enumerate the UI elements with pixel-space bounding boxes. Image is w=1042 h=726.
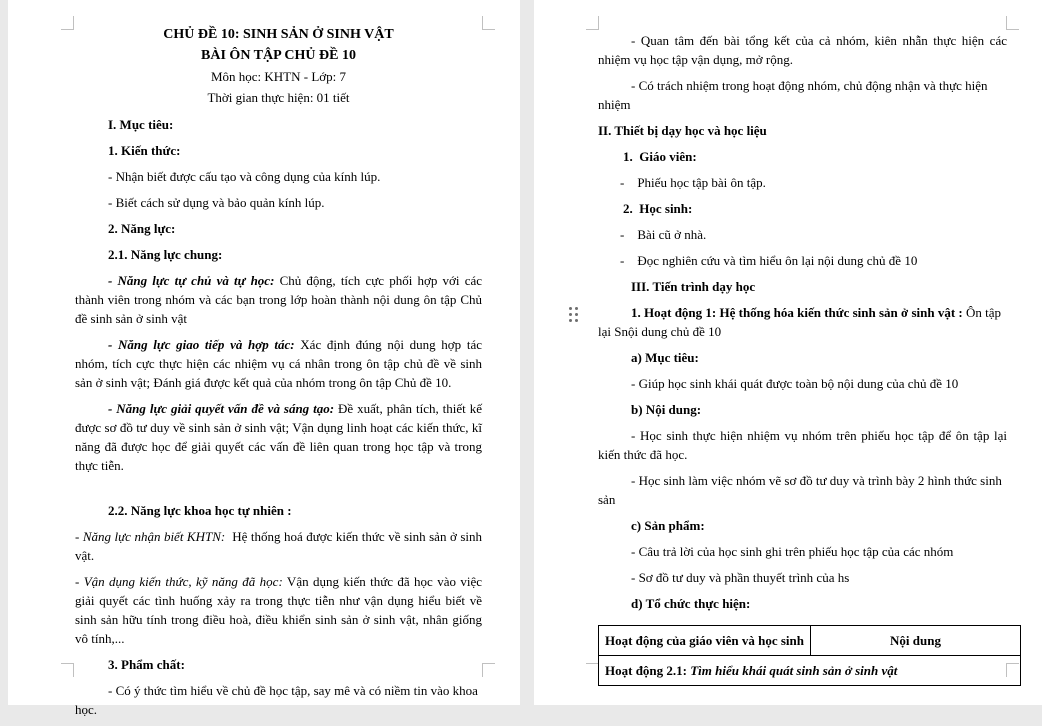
paragraph-giai-quyet-van-de bbox=[75, 399, 482, 475]
paragraph-giao-tiep-hop-tac bbox=[75, 335, 482, 392]
doc-title-line1: CHỦ ĐỀ 10: SINH SẢN Ở SINH VẬT bbox=[163, 27, 394, 42]
margin-corner-mark bbox=[482, 16, 495, 30]
margin-corner-mark bbox=[482, 663, 495, 677]
paragraph-tu-chu-tu-hoc bbox=[75, 271, 482, 328]
heading-giao-vien: 1. Giáo viên: bbox=[623, 149, 697, 164]
heading-kien-thuc: 1. Kiến thức: bbox=[108, 143, 181, 158]
paragraph-hoc-sinh-thuc-hien: - Học sinh thực hiện nhiệm vụ nhóm trên phiếu học tập để ôn tập lại kiến thức đã học. bbox=[598, 428, 1007, 462]
paragraph-body: Xác định đúng nội dung hợp tác nhóm, tích cực thực hiện các nhiệm vụ cá nhân trong ôn tập chủ đề về sinh sản ở sinh vật; Đánh giá được kết quả của nhóm trong ôn tập Chủ đề 10. bbox=[75, 337, 482, 390]
paragraph-quan-tam: - Quan tâm đến bài tổng kết của cả nhóm, kiên nhẫn thực hiện các nhiệm vụ học tập vận dụng, mở rộng. bbox=[598, 33, 1007, 67]
row-title: Tìm hiểu khái quát sinh sản ở sinh vật bbox=[690, 663, 898, 678]
list-item-doc-nghien-cuu: - Đọc nghiên cứu và tìm hiểu ôn lại nội dung chủ đề 10 bbox=[620, 253, 918, 268]
heading-hoat-dong-1 bbox=[598, 303, 1007, 341]
list-item: - Biết cách sử dụng và bảo quản kính lúp. bbox=[108, 195, 325, 210]
activity-table bbox=[598, 625, 1021, 686]
table-header-row bbox=[599, 626, 1021, 656]
list-item: - Có ý thức tìm hiểu về chủ đề học tập, say mê và có niềm tin vào khoa học. bbox=[75, 683, 478, 717]
doc-subject-line: Môn học: KHTN - Lớp: 7 bbox=[210, 69, 347, 84]
heading-muc-tieu: I. Mục tiêu: bbox=[108, 117, 174, 132]
heading-nang-luc: 2. Năng lực: bbox=[108, 221, 176, 236]
paragraph-nhan-biet-khtn bbox=[75, 527, 486, 565]
heading-to-chuc-d: d) Tổ chức thực hiện: bbox=[631, 596, 751, 611]
paragraph-cau-tra-loi: - Câu trả lời của học sinh ghi trên phiếu học tập của các nhóm bbox=[631, 544, 954, 559]
paragraph-body: Đề xuất, phân tích, thiết kế được sơ đồ tư duy về sinh sản ở sinh vật; Vận dụng linh hoạt các kiến thức, kĩ năng đã được học để giải quyết các vấn đề liên quan trong học tập và trong thực tiễn. bbox=[75, 401, 482, 473]
heading-tien-trinh: III. Tiến trình dạy học bbox=[631, 279, 756, 294]
heading-hoc-sinh: 2. Học sinh: bbox=[623, 201, 693, 216]
paragraph-so-do-tu-duy: - Sơ đồ tư duy và phần thuyết trình của hs bbox=[631, 570, 850, 585]
paragraph-lead: - Năng lực giải quyết vấn đề và sáng tạo: bbox=[108, 401, 335, 416]
heading-nang-luc-chung: 2.1. Năng lực chung: bbox=[108, 247, 223, 262]
margin-corner-mark bbox=[1006, 16, 1019, 30]
paragraph-trach-nhiem: - Có trách nhiệm trong hoạt động nhóm, chủ động nhận và thực hiện nhiệm bbox=[598, 78, 988, 112]
paragraph-body: Chủ động, tích cực phối hợp với các thành viên trong nhóm và các bạn trong lớp hoàn thành nội dung ôn tập Chủ đề sinh sản ở sinh vật bbox=[75, 273, 482, 326]
drag-handle-icon[interactable] bbox=[568, 306, 579, 322]
list-item-phieu-hoc-tap: - Phiếu học tập bài ôn tập. bbox=[620, 175, 766, 190]
list-item-bai-cu: - Bài cũ ở nhà. bbox=[620, 227, 707, 242]
paragraph-lead: - Vận dụng kiến thức, kỹ năng đã học: bbox=[75, 574, 283, 589]
paragraph-body: Vận dụng kiến thức đã học vào việc giải quyết các tình huống xảy ra trong thực tiễn như vận dụng hiểu biết về sinh sản hữu tính trong điều hoà, điều khiển sinh sản ở sinh vật, nhân giống vô tính,... bbox=[75, 574, 482, 646]
heading-nang-luc-khtn: 2.2. Năng lực khoa học tự nhiên : bbox=[108, 503, 292, 518]
paragraph-body: Hệ thống hoá được kiến thức về sinh sản ở sinh vật. bbox=[75, 529, 486, 563]
paragraph-van-dung-kien-thuc bbox=[75, 572, 482, 648]
heading-muc-tieu-a: a) Mục tiêu: bbox=[631, 350, 699, 365]
heading-noi-dung-b: b) Nội dung: bbox=[631, 402, 702, 417]
table-header-content[interactable]: Nội dung bbox=[811, 626, 1021, 656]
paragraph-hoc-sinh-lam-viec: - Học sinh làm việc nhóm vẽ sơ đồ tư duy và trình bày 2 hình thức sinh sản bbox=[598, 473, 1002, 507]
table-row bbox=[599, 656, 1021, 686]
paragraph-giup-hoc-sinh: - Giúp học sinh khái quát được toàn bộ nội dung của chủ đề 10 bbox=[631, 376, 959, 391]
document-page-left[interactable] bbox=[8, 0, 520, 717]
paragraph-lead: - Năng lực nhận biết KHTN: bbox=[75, 529, 226, 544]
table-header-activities[interactable]: Hoạt động của giáo viên và học sinh bbox=[599, 626, 811, 656]
document-page-right[interactable] bbox=[534, 0, 1042, 705]
margin-corner-mark bbox=[61, 16, 74, 30]
right-page-text-area bbox=[598, 24, 1007, 686]
paragraph-lead: - Năng lực giao tiếp và hợp tác: bbox=[108, 337, 295, 352]
doc-duration-line: Thời gian thực hiện: 01 tiết bbox=[207, 90, 350, 105]
left-page-text-area bbox=[75, 24, 486, 726]
table-cell-hoat-dong-21[interactable] bbox=[599, 656, 1021, 686]
heading-pham-chat: 3. Phẩm chất: bbox=[108, 657, 185, 672]
heading-regular-part: Ôn tập lại Snội dung chủ đề 10 bbox=[598, 305, 1002, 339]
row-label: Hoạt động 2.1: bbox=[605, 663, 691, 678]
heading-bold-part: 1. Hoạt động 1: Hệ thống hóa kiến thức sinh sản ở sinh vật : bbox=[631, 305, 967, 320]
doc-title-line2: BÀI ÔN TẬP CHỦ ĐỀ 10 bbox=[201, 48, 356, 63]
paragraph-lead: - Năng lực tự chủ và tự học: bbox=[108, 273, 275, 288]
margin-corner-mark bbox=[61, 663, 74, 677]
heading-san-pham-c: c) Sản phẩm: bbox=[631, 518, 705, 533]
heading-thiet-bi: II. Thiết bị dạy học và học liệu bbox=[598, 123, 767, 138]
list-item: - Nhận biết được cấu tạo và công dụng của kính lúp. bbox=[108, 169, 381, 184]
